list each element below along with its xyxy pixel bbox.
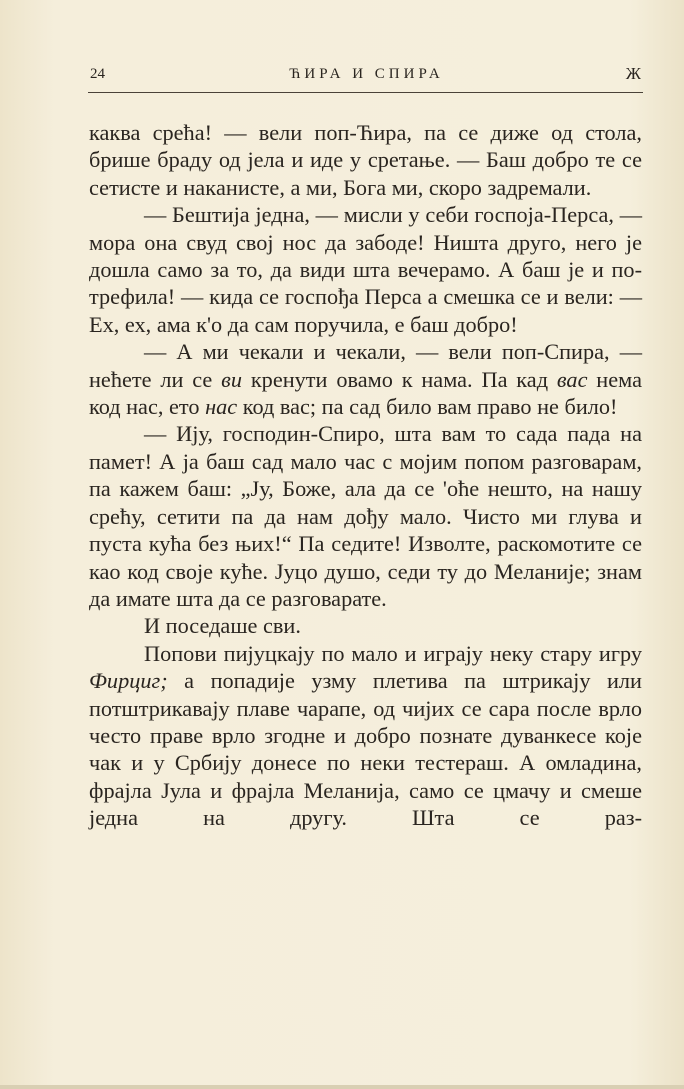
italic-segment: ви bbox=[221, 366, 242, 392]
ornament-icon: Ж bbox=[625, 64, 641, 83]
text-segment: Попови пијуцкају по мало и играју неку стару игру bbox=[144, 640, 642, 666]
text-segment: каква срећа! — вели поп-Ћира, па се диже од стола, брише браду од јела и иде у сретање. — Баш добро те се сетисте и накaнисте, а ми, Бога ми, скоро задремали. bbox=[89, 120, 642, 200]
italic-segment: нас bbox=[205, 394, 238, 420]
text-segment: — А ми чекали и чекали, — вели поп-Спира, — нећете ли се bbox=[89, 339, 642, 392]
running-header bbox=[90, 62, 643, 88]
paragraph bbox=[89, 612, 642, 639]
body-text bbox=[89, 119, 642, 832]
italic-segment: вас bbox=[556, 366, 588, 392]
italic-segment: Фирциг; bbox=[89, 668, 168, 694]
running-title: ЋИРА И СПИРА bbox=[289, 66, 444, 82]
text-segment: И поседаше сви. bbox=[144, 613, 301, 639]
header-rule bbox=[88, 92, 643, 93]
text-segment: нема код нас, ето bbox=[89, 366, 642, 420]
paragraph bbox=[89, 119, 642, 201]
text-segment: код вас; па сад било вам право не било! bbox=[237, 394, 618, 420]
text-segment: а попадије узму плетива па штрикају или потштрикавају плаве чарапе, од чијих се сара после врло често праве врло згодне и добро познате дуванкесе које чак и у Србију донесе по неки тестераш. А омладина, фрајла Јула и фрајла Меланија, само се цмачу и смеше једна на другу. Шта се раз- bbox=[89, 668, 642, 831]
text-segment: — Бештија једна, — мисли у себи госпоја-Перса, — мора она свуд свој нос да забоде! Ништа друго, него је дошла само за то, да види шта вечерамо. А баш је и потрефила! — кида се госпођа Перса а смешка се и вели: — Ех, ех, ама к'о да сам поручила, е баш добро! bbox=[89, 202, 642, 337]
paragraph bbox=[89, 640, 642, 832]
text-segment: кренути овамо к нама. Па кад bbox=[242, 366, 557, 392]
text-segment: — Ију, господин-Спиро, шта вам то сада пада на памет! А ја баш сад мало час с мојим попом разговарам, па кажем баш: „Ју, Боже, ала да се 'оће нешто, на нашу срећу, сетити па да нам дођу мало. Чисто ми глува и пуста кућа без њих!“ Па седите! Изволте, раскомотите се као код своје куће. Јуцо душо, седи ту до Меланије; знам да имате шта да се разговарате. bbox=[89, 421, 642, 611]
paragraph bbox=[89, 338, 642, 420]
paragraph bbox=[89, 201, 642, 338]
paragraph bbox=[89, 420, 642, 612]
page-edge bbox=[0, 1085, 684, 1089]
page-number: 24 bbox=[90, 66, 105, 82]
